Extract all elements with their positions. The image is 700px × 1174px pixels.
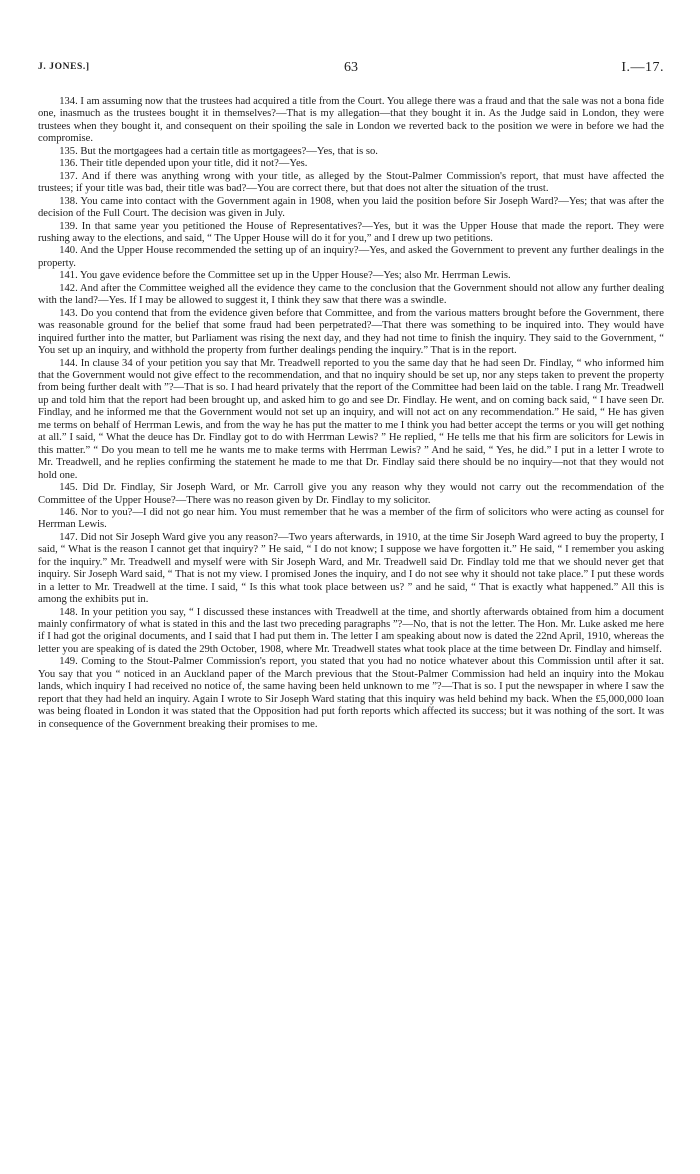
paragraph-145: 145. Did Dr. Findlay, Sir Joseph Ward, or Mr. Carroll give you any reason why they would not carry out the recommendation of the Committee of the Upper House?—There was no reason given by Dr. Findlay to my solicitor. bbox=[38, 482, 664, 506]
paragraph-139: 139. In that same year you petitioned the House of Representatives?—Yes, but it was the Upper House that made the report. They were rushing away to the elections, and said, “ The Upper House will do it for you,” and I drew up two petitions. bbox=[38, 220, 664, 244]
paragraph-149: 149. Coming to the Stout-Palmer Commission's report, you stated that you had no notice whatever about this Commission until after it sat. You say that you “ noticed in an Auckland paper of the March previous that the Stout-Palmer Commission had held an inquiry into the Mokau lands, which inquiry I had received no notice of, the same having been held unknown to me ”?—That is so. I put the newspaper in where I saw the report that they had held an inquiry. Again I wrote to Sir Joseph Ward stating that this inquiry was held behind my back. When the £5,000,000 loan was being floated in London it was stated that the Opposition had put forth reports which affected its success; but it was nothing of the sort. It was in consequence of the Government breaking their promises to me. bbox=[38, 656, 664, 730]
document-body bbox=[38, 96, 664, 731]
paragraph-148: 148. In your petition you say, “ I discussed these instances with Treadwell at the time, and shortly afterwards obtained from him a document mainly confirmatory of what is stated in this and the last two preceding paragraphs ”?—No, that is not the letter. The Hon. Mr. Luke asked me here if I had got the original documents, and I said that I had put them in. The letter I am speaking about now is dated the 22nd April, 1910, whereas the letter you are speaking of is dated the 29th October, 1908, where Mr. Treadwell states what took place at the time between Dr. Findlay and himself. bbox=[38, 606, 664, 655]
header-paper-reference: I.—17. bbox=[621, 60, 664, 75]
paragraph-138: 138. You came into contact with the Government again in 1908, when you laid the position before Sir Joseph Ward?—Yes; that was after the decision of the Full Court. The decision was given in July. bbox=[38, 195, 664, 220]
paragraph-135: 135. But the mortgagees had a certain title as mortgagees?—Yes, that is so. bbox=[59, 145, 378, 157]
page-header bbox=[38, 60, 664, 80]
paragraph-143: 143. Do you contend that from the evidence given before that Committee, and from the various matters brought before the Government, there was reasonable ground for the belief that some fraud had been perpetrated?—That there was something to be inquired into. They would have inquired further into the matter, but Parliament was rising the next day, and they had not time to finish the inquiry. They said to the Government, “ You set up an inquiry, and withhold the property from further dealings pending the inquiry.” That is in the report. bbox=[38, 307, 664, 357]
paragraph-141: 141. You gave evidence before the Committee set up in the Upper House?—Yes; also Mr. Herrman Lewis. bbox=[59, 270, 511, 282]
paragraph-140: 140. And the Upper House recommended the setting up of an inquiry?—Yes, and asked the Government to prevent any further dealings in the property. bbox=[38, 245, 664, 269]
paragraph-147: 147. Did not Sir Joseph Ward give you any reason?—Two years afterwards, in 1910, at the time Sir Joseph Ward agreed to buy the property, I said, “ What is the reason I cannot get that inquiry? ” He said, “ I do not know; I suppose we have forgotten it.” He said, “ I remember you asking for the inquiry.” Mr. Treadwell and myself were with Sir Joseph Ward, and Mr. Treadwell said Dr. Findlay told me that we should never get that inquiry. Sir Joseph Ward said, “ That is not my view. I promised Jones the inquiry, and I do not see why it should not take place.” I put these words in a letter to Mr. Treadwell at the time. I said, “ Is this what took place between us? ” and he said, “ That is exactly what happened.” All this is among the exhibits put in. bbox=[38, 531, 664, 606]
header-witness-name: J. JONES.] bbox=[38, 62, 90, 72]
paragraph-142: 142. And after the Committee weighed all the evidence they came to the conclusion that the Government should not allow any further dealing with the land?—Yes. If I may be allowed to suggest it, I think they saw that there was a swindle. bbox=[38, 282, 664, 307]
paragraph-136: 136. Their title depended upon your title, did it not?—Yes. bbox=[59, 158, 308, 170]
paragraph-137: 137. And if there was anything wrong with your title, as alleged by the Stout-Palmer Commission's report, that must have affected the trustees; if your title was bad, their title was bad?—You are correct there, but that does not alter the situation of the trust. bbox=[38, 170, 664, 195]
paragraph-134: 134. I am assuming now that the trustees had acquired a title from the Court. You allege there was a fraud and that the sale was not a bona fide one, inasmuch as the trustees bought it in themselves?—That is my allegation—that they bought it in. As the Judge said in London, they were trustees when they bought it, and consequent on their spoiling the sale in London we reverted back to the position we were in before we had the compromise. bbox=[38, 96, 664, 145]
paragraph-144: 144. In clause 34 of your petition you say that Mr. Treadwell reported to you the same day that he had seen Dr. Findlay, “ who informed him that the Government would not give effect to the recommendation, and that no inquiry should be set up, nor any steps taken to prevent the property from being further dealt with ”?—That is so. I had heard privately that the report of the Committee had been laid on the table. I rang Mr. Treadwell up and told him that the report had been brought up, and asked him to go and see Dr. Findlay. He went, and on coming back said, “ I have seen Dr. Findlay, and he informed me that the Government would not set up an inquiry, and will not act on any recommendation.” He said, “ He has given me terms on behalf of Herrman Lewis, and from the way he has put the matter to me I think you had better accept the terms or you will get nothing at all.” I said, “ What the deuce has Dr. Findlay got to do with Herrman Lewis? ” He replied, “ He tells me that his firm are solicitors for Lewis in this matter.” “ Do you mean to tell me he wants me to make terms with Herrman Lewis? ” And he said, “ Yes, he did.” I put in a letter I wrote to Mr. Treadwell, and he replies confirming the statement he made to me that Dr. Findlay said there should be no inquiry—not that they would not hold one. bbox=[38, 357, 664, 481]
paragraph-146: 146. Nor to you?—I did not go near him. You must remember that he was a member of the firm of solicitors who were acting as counsel for Herrman Lewis. bbox=[38, 506, 664, 531]
page-number: 63 bbox=[344, 60, 358, 75]
